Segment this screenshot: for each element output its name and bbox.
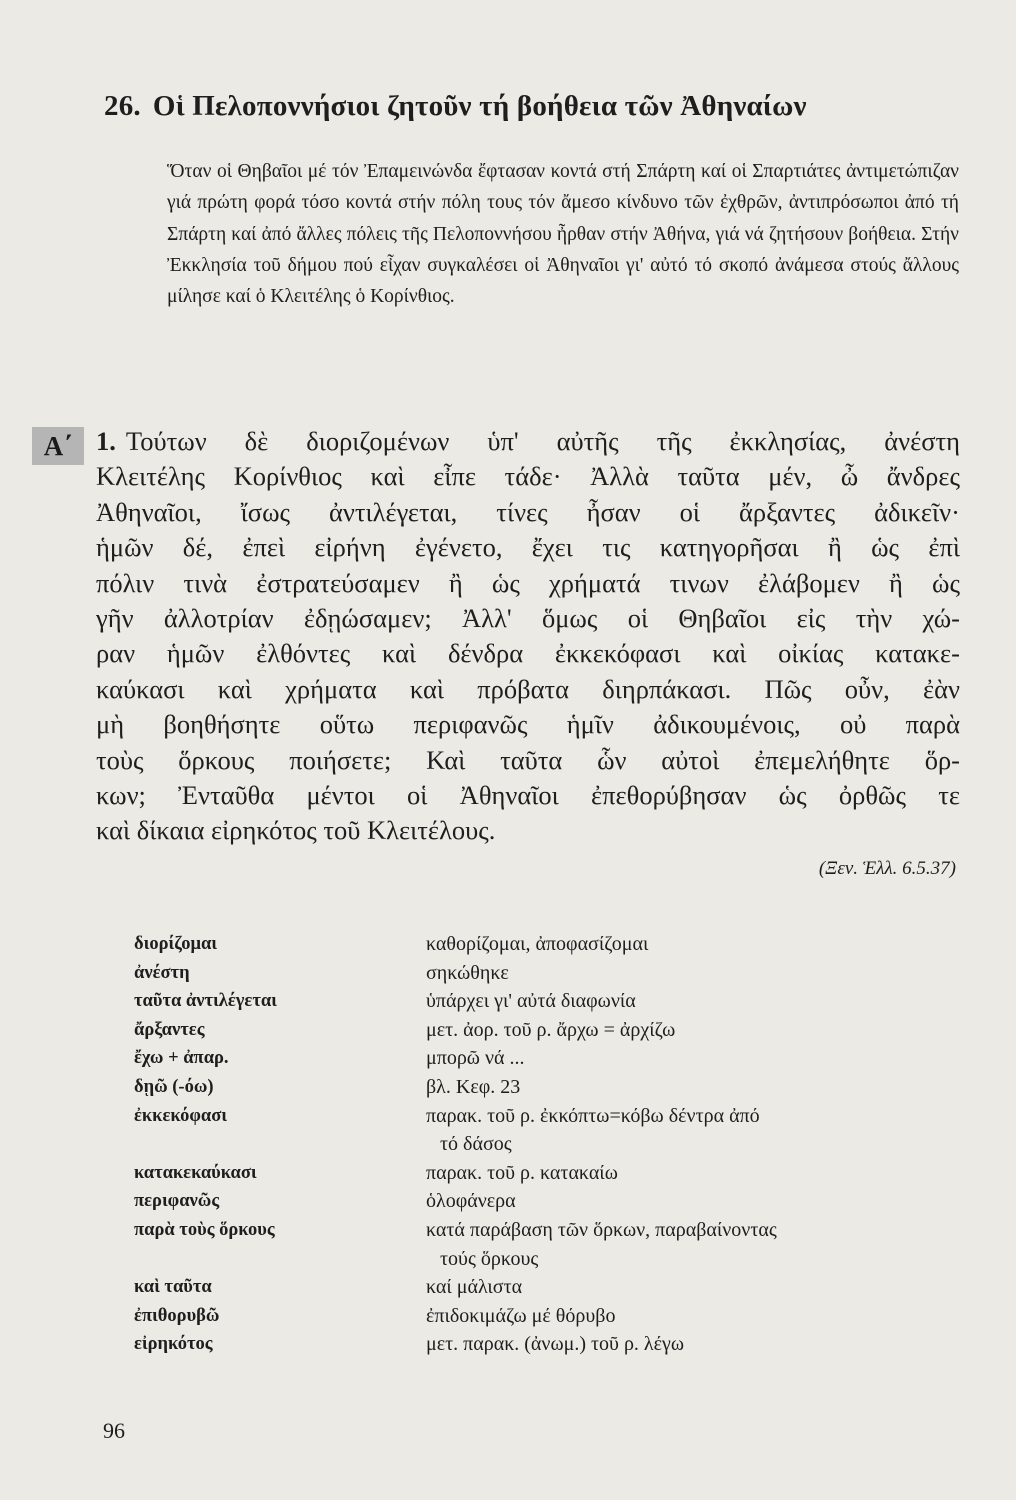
- glossary-definition-line: κατά παράβαση τῶν ὅρκων, παραβαίνοντας: [426, 1218, 777, 1241]
- passage-line: [96, 459, 960, 494]
- passage-line: [96, 566, 960, 601]
- passage-line-text: καὶ δίκαια εἰρηκότος τοῦ Κλειτέλους.: [96, 815, 496, 846]
- passage-line-text: τοὺς ὅρκους ποιήσετε; Καὶ ταῦτα ὧν αὐτοὶ ἐπεμελήθητε ὅρ-: [96, 744, 960, 775]
- glossary-definition-line: μετ. ἀορ. τοῦ ρ. ἄρχω = ἀρχίζω: [426, 1018, 676, 1041]
- glossary-entry: [134, 1273, 964, 1302]
- glossary-entry: [134, 1159, 964, 1188]
- glossary-definition: [426, 1330, 964, 1359]
- glossary-entry: [134, 1016, 964, 1045]
- chapter-title: [104, 90, 964, 123]
- passage-line: [96, 530, 960, 565]
- intro-paragraph: [167, 156, 959, 312]
- glossary-definition-line: τούς ὅρκους: [440, 1247, 539, 1270]
- glossary-definition-line: παρακ. τοῦ ρ. ἐκκόπτω=κόβω δέντρα ἀπό: [426, 1104, 760, 1127]
- passage-line-text: γῆν ἀλλοτρίαν ἐδῃώσαμεν; Ἀλλ' ὅμως οἱ Θηβαῖοι εἰς τὴν χώ-: [96, 603, 960, 634]
- glossary-entry: [134, 1073, 964, 1102]
- section-marker: Α΄: [32, 427, 84, 465]
- glossary-term: παρὰ τοὺς ὅρκους: [134, 1219, 275, 1240]
- page-number: 96: [103, 1418, 125, 1443]
- glossary-entry: [134, 987, 964, 1016]
- intro-text: Ὅταν οἱ Θηβαῖοι μέ τόν Ἐπαμεινώνδα ἔφτασαν κοντά στή Σπάρτη καί οἱ Σπαρτιάτες ἀντιμετώπιζαν γιά πρώτη φορά τόσο κοντά στήν πόλη τους τόν ἄμεσο κίνδυνο τῶν ἐχθρῶν, ἀντιπρόσωποι ἀπό τή Σπάρτη καί ἀπό ἄλλες πόλεις τῆς Πελοποννήσου ἦρθαν στήν Ἀθήνα, γιά νά ζητήσουν βοήθεια. Στήν Ἐκκλησία τοῦ δήμου πού εἶχαν συγκαλέσει οἱ Ἀθηναῖοι γι' αὐτό τό σκοπό ἀνάμεσα στούς ἄλλους μίλησε καί ὁ Κλειτέλης ὁ Κορίνθιος.: [167, 161, 959, 308]
- glossary-definition-line: παρακ. τοῦ ρ. κατακαίω: [426, 1161, 618, 1184]
- glossary-term: ἔχω + ἀπαρ.: [134, 1048, 229, 1069]
- chapter-number: 26.: [104, 90, 141, 122]
- glossary-entry: [134, 930, 964, 959]
- glossary-definition-line: καθορίζομαι, ἀποφασίζομαι: [426, 933, 649, 955]
- glossary: [134, 930, 964, 1359]
- passage-line-text: ραν ἡμῶν ἐλθόντες καὶ δένδρα ἐκκεκόφασι καὶ οἰκίας κατακε-: [96, 638, 960, 669]
- passage-line-text: ἡμῶν δέ, ἐπεὶ εἰρήνη ἐγένετο, ἔχει τις κατηγορῆσαι ἢ ὡς ἐπὶ: [96, 532, 960, 563]
- passage-line-text: κων; Ἐνταῦθα μέντοι οἱ Ἀθηναῖοι ἐπεθορύβησαν ὡς ὀρθῶς τε: [96, 780, 960, 811]
- passage-line: [96, 424, 960, 459]
- glossary-definition-line: σηκώθηκε: [426, 961, 509, 984]
- glossary-term: ἀνέστη: [134, 962, 190, 983]
- glossary-definition-line: μπορῶ νά ...: [426, 1047, 525, 1070]
- passage-line: [96, 495, 960, 530]
- glossary-entry: [134, 1044, 964, 1073]
- glossary-term: κατακεκαύκασι: [134, 1162, 257, 1183]
- passage-line-text: Ἀθηναῖοι, ἴσως ἀντιλέγεται, τίνες ἦσαν οἱ ἄρξαντες ἀδικεῖν·: [96, 496, 960, 527]
- glossary-term: ἐκκεκόφασι: [134, 1105, 228, 1126]
- glossary-definition-line: μετ. παρακ. (ἀνωμ.) τοῦ ρ. λέγω: [426, 1333, 685, 1356]
- glossary-definition-line: βλ. Κεφ. 23: [426, 1075, 521, 1098]
- passage-line: [96, 636, 960, 671]
- glossary-definition: [426, 1302, 964, 1331]
- ancient-greek-passage: [96, 424, 960, 849]
- glossary-term: διορίζομαι: [134, 934, 218, 954]
- glossary-term: ἐπιθορυβῶ: [134, 1305, 220, 1326]
- passage-line: [96, 778, 960, 813]
- passage-line: [96, 707, 960, 742]
- glossary-entry: [134, 1102, 964, 1159]
- glossary-definition-line: ὑπάρχει γι' αὐτά διαφωνία: [426, 990, 636, 1013]
- glossary-definition-line: ἐπιδοκιμάζω μέ θόρυβο: [426, 1304, 616, 1327]
- passage-line-text: Τούτων δὲ διοριζομένων ὑπ' αὐτῆς τῆς ἐκκλησίας, ἀνέστη: [125, 426, 960, 456]
- glossary-definition: [426, 987, 964, 1016]
- glossary-definition-line: καί μάλιστα: [426, 1276, 523, 1299]
- passage-number: 1.: [96, 426, 116, 456]
- glossary-definition: [426, 959, 964, 988]
- glossary-definition: [426, 1016, 964, 1045]
- glossary-definition: [426, 1159, 964, 1188]
- glossary-entry: [134, 1187, 964, 1216]
- passage-line-text: Κλειτέλης Κορίνθιος καὶ εἶπε τάδε· Ἀλλὰ ταῦτα μέν, ὦ ἄνδρες: [96, 461, 960, 492]
- glossary-definition: [426, 1102, 964, 1159]
- glossary-definition: [426, 1273, 964, 1302]
- passage-line-text: μὴ βοηθήσητε οὕτω περιφανῶς ἡμῖν ἀδικουμένοις, οὐ παρὰ: [96, 709, 960, 740]
- glossary-entry: [134, 1302, 964, 1331]
- glossary-term: καὶ ταῦτα: [134, 1277, 212, 1298]
- glossary-definition-line: τό δάσος: [440, 1133, 512, 1156]
- passage-line-text: καύκασι καὶ χρήματα καὶ πρόβατα διηρπάκασι. Πῶς οὖν, ἐὰν: [96, 673, 960, 704]
- glossary-definition: [426, 1044, 964, 1073]
- source-citation: (Ξεν. Ἑλλ. 6.5.37): [818, 858, 956, 879]
- passage-line: [96, 672, 960, 707]
- glossary-definition: [426, 1187, 964, 1216]
- passage-line-text: πόλιν τινὰ ἐστρατεύσαμεν ἢ ὡς χρήματά τινων ἐλάβομεν ἢ ὡς: [96, 567, 960, 598]
- glossary-term: περιφανῶς: [134, 1191, 220, 1212]
- glossary-definition: [426, 1216, 964, 1273]
- glossary-term: ταῦτα ἀντιλέγεται: [134, 991, 277, 1012]
- passage-line: [96, 743, 960, 778]
- glossary-definition-line: ὁλοφάνερα: [426, 1190, 516, 1213]
- glossary-term: ἄρξαντες: [134, 1019, 205, 1040]
- glossary-entry: [134, 1216, 964, 1273]
- glossary-definition: [426, 930, 964, 959]
- glossary-entry: [134, 959, 964, 988]
- passage-line: [96, 813, 960, 848]
- chapter-title-text: Οἱ Πελοποννήσιοι ζητοῦν τή βοήθεια τῶν Ἀθηναίων: [152, 90, 807, 122]
- passage-line: [96, 601, 960, 636]
- glossary-definition: [426, 1073, 964, 1102]
- glossary-term: εἰρηκότος: [134, 1334, 213, 1355]
- glossary-term: δῃῶ (-όω): [134, 1076, 214, 1097]
- glossary-entry: [134, 1330, 964, 1359]
